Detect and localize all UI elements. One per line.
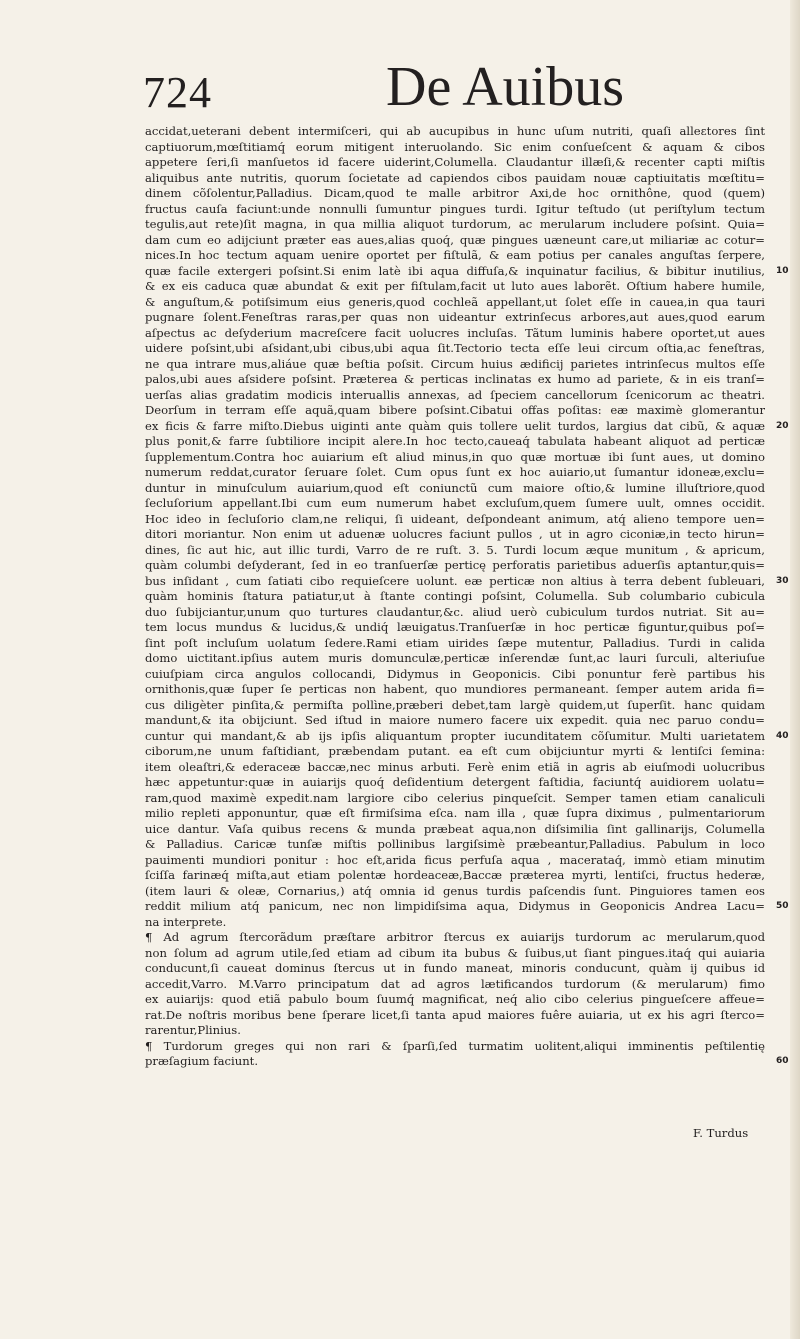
text-line: palos,ubi aues aſsidere poſsint. Præterea & perticas inclinatas ex humo ad pariete, & in eis tranſ= bbox=[145, 372, 765, 386]
text-line: reddit milium atq́ panicum, nec non limpidiſsima aqua, Didymus in Geoponicis Andrea Lacu= bbox=[145, 899, 765, 913]
text-line: & ex eis caduca quæ abundat & exit per fiſtulam,facit ut luto aues laborẽt. Oſtium habere humile, bbox=[145, 279, 765, 293]
text-line: duo ſubijciantur,unum quo turtures claudantur,&c. aliud uerò cubiculum turdos nutriat. Sit au= bbox=[145, 604, 765, 619]
text-line: uerſas alias gradatim modicis interuallis annexas, ad ſpeciem cancellorum ſcenicorum ac theatri. bbox=[145, 387, 765, 402]
text-line: item oleaſtri,& ederaceæ baccæ,nec minus arbuti. Ferè enim etiã in agris ab eiuſmodi uolucribus bbox=[145, 759, 765, 774]
text-line: quàm columbi deſyderant, ſed in eo tranſuerſæ perticę perforatis parietibus aduerſis aptantur,quis= bbox=[145, 558, 765, 572]
text-line: nices.In hoc tectum aquam uenire oportet per fiſtulã, & eam potius per canales anguſtas ſerpere, bbox=[145, 248, 765, 262]
body-text bbox=[145, 124, 765, 1070]
text-line: ex auiarijs: quod etiã pabulo boum ſuumq́ magnificat, neq́ alio cibo celerius pingueſcere affeue= bbox=[145, 992, 765, 1006]
text-line: numerum reddat,curator ſeruare ſolet. Cum opus ſunt ex hoc auiario,ut ſumantur idoneæ,exclu= bbox=[145, 465, 765, 479]
text-line: dam cum eo adijciunt præter eas aues,alias quoq́, quæ pingues uæneunt care,ut miliariæ ac cotur= bbox=[145, 232, 765, 247]
text-line: aliquibus ante nutritis, quorum ſocietate ad capiendos cibos pauidam nouæ captiuitatis mœſtitu= bbox=[145, 170, 765, 185]
text-line: dines, ſic aut hic, aut illic turdi, Varro de re ruſt. 3. 5. Turdi locum æque munitum , & apricum, bbox=[145, 542, 765, 557]
text-line: duntur in minuſculum auiarium,quod eſt coniunctũ cum maiore oſtio,& lumine illuſtriore,quod bbox=[145, 480, 765, 495]
margin-line-number: 40 bbox=[776, 730, 789, 741]
text-line: cuntur qui mandant,& ab ijs ipſis aliquantum propter iucunditatem cõſumitur. Multi uarietatem bbox=[145, 728, 765, 743]
text-line: mandunt,& ita obijciunt. Sed iſtud in maiore numero facere uix expedit. quia nec paruo condu= bbox=[145, 713, 765, 727]
text-line: quæ facile extergeri poſsint.Si enim latè ibi aqua diffuſa,& inquinatur facilius, & bibitur inutilius, bbox=[145, 263, 765, 278]
text-line: rat.De noſtris moribus bene ſperare licet,ſi tanta apud maiores fuêre auiaria, ut ex his agri ſterco= bbox=[145, 1007, 765, 1022]
text-line: & anguſtum,& potiſsimum eius generis,quod cochleã appellant,ut ſolet eſſe in cauea,in qua tauri bbox=[145, 294, 765, 309]
text-line: ditori moriantur. Non enim ut aduenæ uolucres faciunt pullos , ut in agro ciconiæ,in tecto hirun= bbox=[145, 527, 765, 541]
text-line: quàm hominis ſtatura patiatur,ut à ſtante contingi poſsint, Columella. Sub columbario cubicula bbox=[145, 589, 765, 603]
text-line: & Palladius. Caricæ tunſæ miſtis pollinibus largiſsimè præbeantur,Palladius. Pabulum in loco bbox=[145, 837, 765, 851]
text-line: milio repleti apponuntur, quæ eſt firmiſsima eſca. nam illa , quæ ſupra diximus , pulmentariorum bbox=[145, 806, 765, 820]
text-line: præſagium faciunt. bbox=[145, 1054, 259, 1068]
text-line: appetere ſeri,ſi manſuetos id facere uiderint,Columella. Claudantur illæſi,& recenter capti miſtis bbox=[145, 155, 765, 169]
text-line: (item lauri & oleæ, Cornarius,) atq́ omnia id genus turdis paſcendis ſunt. Pinguiores tamen eos bbox=[145, 883, 765, 898]
page-edge bbox=[790, 0, 800, 1339]
text-line: ſupplementum.Contra hoc auiarium eſt aliud minus,in quo quæ mortuæ ibi ſunt aues, ut domino bbox=[145, 449, 765, 464]
text-line: ornithonis,quæ ſuper ſe perticas non habent, quo mundiores permaneant. ſemper autem arida fi= bbox=[145, 682, 765, 696]
text-line: pauimenti mundiori ponitur : hoc eſt,arida ficus perfuſa aqua , macerataq́, immò etiam minutim bbox=[145, 852, 765, 867]
margin-line-number: 10 bbox=[776, 265, 789, 276]
text-line: pugnare ſolent.Feneſtras raras,per quas non uideantur extrinſecus arbores,aut aues,quod earum bbox=[145, 310, 765, 324]
text-line: ram,quod maximè expedit.nam largiore cibo celerius pinqueſcit. Semper tamen etiam canaliculi bbox=[145, 790, 765, 805]
text-line: accedit,Varro. M.Varro principatum dat ad agros lætificandos turdorum (& merularum) fimo bbox=[145, 976, 765, 991]
text-line: Deorſum in terram eſſe aquã,quam bibere poſsint.Cibatui offas poſitas: eæ maximè glomerantur bbox=[145, 403, 765, 417]
text-line: plus ponit,& farre ſubtiliore incipit alere.In hoc tecto,caueaq́ tabulata habeant aliquot ad perticæ bbox=[145, 434, 765, 448]
margin-line-number: 50 bbox=[776, 901, 789, 911]
text-line: aſpectus ac deſyderium macreſcere facit uolucres incluſas. Tãtum luminis habere oportet,ut aues bbox=[145, 325, 765, 340]
text-line: uice dantur. Vaſa quibus recens & munda præbeat aqua,non diſsimilia ſint gallinarijs, Columella bbox=[145, 821, 765, 836]
text-line: conducunt,ſi caueat dominus ſtercus ut in fundo maneat, minoris conducunt, quàm ij quibus id bbox=[145, 961, 765, 975]
text-line: ¶ Turdorum greges qui non rari & ſparſi,ſed turmatim uolitent,aliqui imminentis peſtilentię bbox=[145, 1038, 765, 1053]
text-line: Hoc ideo in ſecluſorio clam,ne reliqui, ſi uideant, deſpondeant animum, atq́ alieno tempore uen= bbox=[145, 511, 765, 526]
running-head: De Auibus bbox=[386, 56, 624, 118]
text-line: tegulis,aut rete)ſit magna, in qua millia aliquot turdorum, ac merularum includere poſsint. Quia= bbox=[145, 217, 765, 231]
text-line: non ſolum ad agrum utile,ſed etiam ad cibum ita bubus & ſuibus,ut ſiant pingues.itaq́ qui auiaria bbox=[145, 945, 765, 960]
text-line: na interprete. bbox=[145, 914, 227, 929]
margin-line-number: 60 bbox=[776, 1056, 789, 1066]
margin-line-number: 30 bbox=[776, 575, 789, 586]
text-line: cuiuſpiam circa angulos collocandi, Didymus in Geoponicis. Cibi ponuntur ferè partibus his bbox=[145, 666, 765, 681]
text-line: rarentur,Plinius. bbox=[145, 1023, 241, 1037]
text-line: ſecluſorium appellant.Ibi cum eum numerum habet excluſum,quem ſumere uult, omnes occidit. bbox=[145, 496, 765, 510]
text-line: dinem cõſolentur,Palladius. Dicam,quod te malle arbitror Axi,de hoc ornithône, quod (quem) bbox=[145, 186, 765, 200]
text-line: cus diligèter pinſita,& permiſta pollìne,præberi debet,tam largè quidem,ut ſuperſit. hanc quidam bbox=[145, 697, 765, 712]
page-header bbox=[0, 0, 800, 125]
text-line: ex ficis & farre miſto.Diebus uiginti ante quàm quis tollere uelit turdos, largius dat cibũ, & aquæ bbox=[145, 418, 765, 433]
text-line: bus inſidant , cum ſatiati cibo requieſcere uolunt. eæ perticæ non altius à terra debent ſubleuari, bbox=[145, 573, 765, 588]
text-line: uidere poſsint,ubi aſsidant,ubi cibus,ubi aqua ſit.Tectorio tecta eſſe leui circum oſtia,ac feneſtras, bbox=[145, 341, 765, 355]
text-line: ſciſſa farinæq́ miſta,aut etiam polentæ hordeaceæ,Baccæ præterea myrti, lentiſci, fructus hederæ, bbox=[145, 868, 765, 882]
page-number: 724 bbox=[143, 68, 212, 117]
text-line: accidat,ueterani debent intermiſceri, qui ab aucupibus in hunc uſum nutriti, quaſi alleɛtores ſint bbox=[145, 124, 765, 138]
margin-line-number: 20 bbox=[776, 420, 789, 431]
text-line: captiuorum,mœſtitiamq́ eorum mitigent interuolando. Sic enim conſueſcent & aquam & cibos bbox=[145, 139, 765, 154]
text-line: ¶ Ad agrum ſtercorãdum præſtare arbitror ſtercus ex auiarijs turdorum ac merularum,quod bbox=[145, 930, 765, 944]
catchword: F. Turdus bbox=[693, 1126, 749, 1140]
text-line: ciborum,ne unum faſtidiant, præbendam putant. ea eſt cum obijciuntur myrti & lentiſci ſemina: bbox=[145, 744, 765, 758]
text-line: tem locus mundus & lucidus,& undiq́ læuigatus.Tranſuerſæ in hoc perticæ figuntur,quibus poſ= bbox=[145, 620, 765, 634]
text-line: ſint poſt incluſum uolatum ſedere.Rami etiam uirides ſæpe mutentur, Palladius. Turdi in calida bbox=[145, 635, 765, 650]
text-line: ne qua intrare mus,aliáue quæ beſtia poſsit. Circum huius ædificij parietes intrinſecus multos eſſe bbox=[145, 356, 765, 371]
text-line: fructus cauſa faciunt:unde nonnulli ſumuntur pingues turdi. Igitur teſtudo (ut periſtylum tectum bbox=[145, 201, 765, 216]
text-line: hæc appetuntur:quæ in auiarijs quoq́ deſidentium detergent faſtidia, faciuntq́ auidiorem uolatu= bbox=[145, 775, 765, 789]
text-line: domo uictitant.ipſius autem muris domunculæ,perticæ inſerendæ ſunt,ac lauri ſurculi, alteriuſue bbox=[145, 651, 765, 665]
